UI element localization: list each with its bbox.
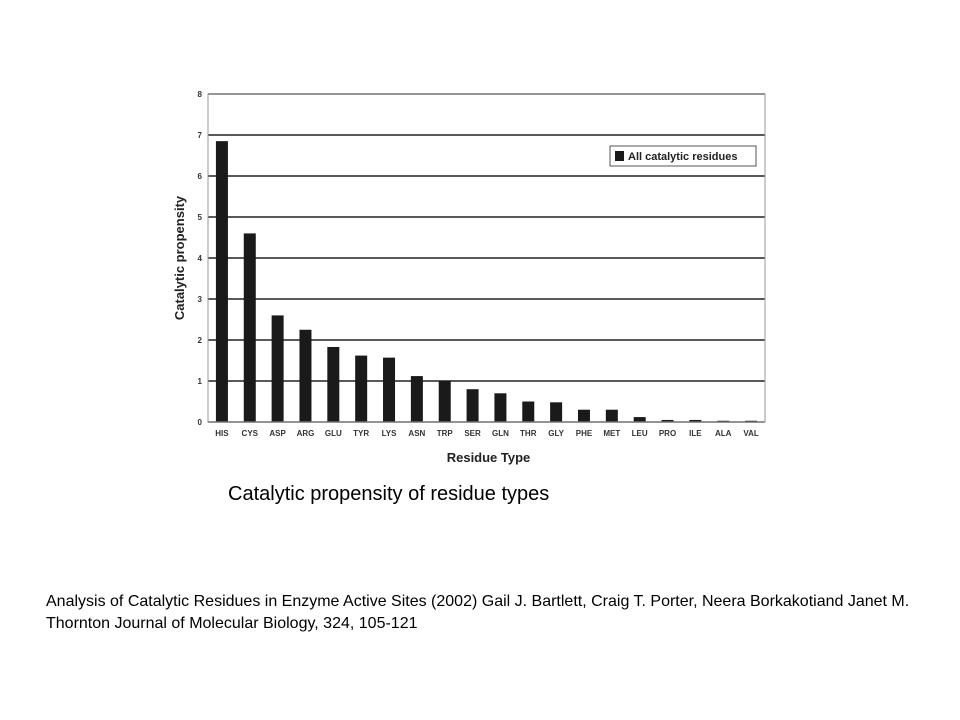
bar-his [216,141,228,422]
legend [610,146,756,166]
y-tick-labels [198,90,203,427]
x-tick-label: GLU [324,429,342,438]
bar-met [606,410,618,422]
bar-glu [327,347,339,422]
y-tick-label: 6 [197,172,202,181]
y-tick-label: 5 [197,213,202,222]
x-tick-label: GLN [491,429,509,438]
x-tick-label: TYR [353,429,370,438]
x-tick-label: ARG [296,429,315,438]
x-tick-label: HIS [215,429,229,438]
x-tick-label: PRO [658,429,677,438]
y-axis-label: Catalytic propensity [172,195,187,321]
bar-gln [494,393,506,422]
bar-gly [550,402,562,422]
bar-arg [299,330,311,422]
gridlines [208,94,765,422]
x-tick-label: MET [603,429,621,438]
y-tick-label: 0 [197,418,202,427]
figure-caption: Catalytic propensity of residue types [228,483,550,505]
y-tick-label: 4 [197,254,202,263]
bars [216,141,757,422]
citation-text: Analysis of Catalytic Residues in Enzyme Active Sites (2002) Gail J. Bartlett, Craig T. Porter, Neera Borkakotiand Janet M. Thornton Journal of Molecular Biology, 324, 105-121 [46,593,910,632]
x-tick-labels [215,429,759,438]
x-tick-label: ASN [408,429,426,438]
x-tick-label: ASP [269,429,286,438]
x-axis-label: Residue Type [446,450,531,465]
bar-phe [578,410,590,422]
x-tick-label: THR [520,429,537,438]
y-tick-label: 1 [197,377,202,386]
bar-tyr [355,356,367,422]
x-tick-label: LEU [631,429,648,438]
bar-asn [411,376,423,422]
bar-lys [383,358,395,422]
bar-ser [467,389,479,422]
y-tick-label: 3 [197,295,202,304]
x-tick-label: ILE [689,429,702,438]
bar-thr [522,402,534,423]
y-tick-label: 2 [197,336,202,345]
y-tick-label: 7 [197,131,202,140]
x-tick-label: ALA [714,429,732,438]
x-tick-label: PHE [575,429,593,438]
bar-leu [634,417,646,422]
bar-trp [439,381,451,422]
legend-label: All catalytic residues [628,151,738,163]
x-tick-label: GLY [548,429,564,438]
x-tick-label: TRP [436,429,453,438]
bar-cys [244,233,256,422]
y-tick-label: 8 [197,90,202,99]
x-tick-label: CYS [241,429,259,438]
x-tick-label: LYS [381,429,397,438]
legend-swatch [615,151,624,161]
x-tick-label: SER [464,429,481,438]
bar-asp [272,315,284,422]
x-tick-label: VAL [743,429,759,438]
